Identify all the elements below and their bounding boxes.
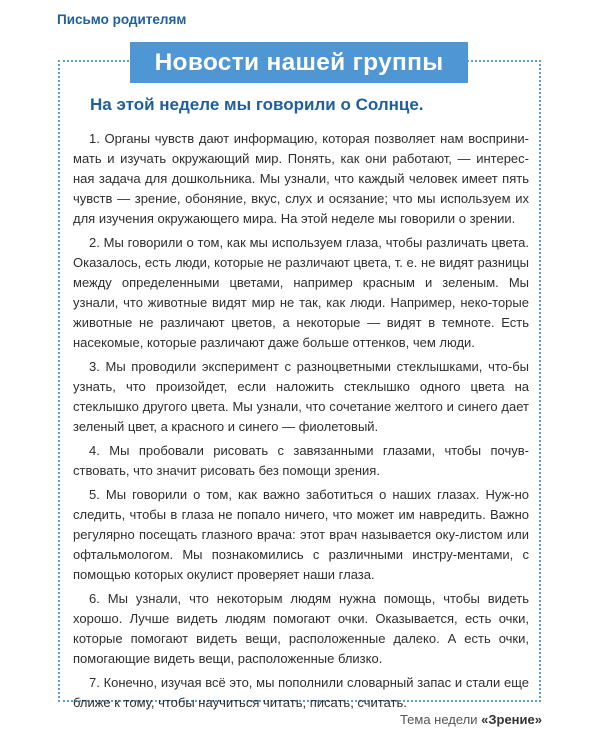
footer-prefix: Тема недели bbox=[399, 712, 482, 727]
section-subtitle: На этой неделе мы говорили о Солнце. bbox=[90, 95, 424, 114]
paragraph-2: 2. Мы говорили о том, как мы используем глаза, чтобы различать цвета. Оказалось, есть люди, которые не различают цвета, т. е. не видят разницы между определенными цветами, например красным и зеленым. Мы узнали, что животные видят мир не так, как люди. Например, неко-торые животные не различают цветов, а некоторые — видят в темноте. Есть насекомые, которые различают даже больше оттенков, чем люди. bbox=[73, 235, 529, 350]
page-header-label: Письмо родителям bbox=[57, 12, 187, 27]
article-body bbox=[73, 129, 529, 717]
paragraph-1: 1. Органы чувств дают информацию, которая позволяет нам восприни-мать и изучать окружающий мир. Понять, как они работают, — интерес-ная задача для дошкольника. Мы узнали, что каждый человек имеет пять чувств — зрение, обоняние, вкус, слух и осязание; что мы используем их для изучения окружающего мира. На этой неделе мы говорили о зрении. bbox=[73, 131, 529, 226]
paragraph-5: 5. Мы говорили о том, как важно заботиться о наших глазах. Нуж-но следить, чтобы в глаза не попало ничего, что может им навредить. Важно регулярно посещать глазного врача: этот врач называется оку-листом или офтальмологом. Мы познакомились с различными инстру-ментами, с помощью которых окулист проверяет наши глаза. bbox=[73, 487, 529, 582]
footer-theme-name: «Зрение» bbox=[481, 712, 542, 727]
page-title: Новости нашей группы bbox=[154, 48, 444, 76]
paragraph-7: 7. Конечно, изучая всё это, мы пополнили словарный запас и стали еще ближе к тому, чтобы научиться читать, писать, считать. bbox=[73, 675, 529, 710]
title-banner bbox=[130, 42, 468, 83]
paragraph-4: 4. Мы пробовали рисовать с завязанными глазами, чтобы почув-ствовать, что значит рисовать без помощи зрения. bbox=[73, 443, 529, 478]
paragraph-6: 6. Мы узнали, что некоторым людям нужна помощь, чтобы видеть хорошо. Лучше видеть людям помогают очки. Оказывается, есть очки, которые помогают видеть вещи, расположенные далеко. А есть очки, помогающие видеть вещи, расположенные близко. bbox=[73, 591, 529, 666]
footer-theme bbox=[400, 712, 542, 727]
paragraph-3: 3. Мы проводили эксперимент с разноцветными стеклышками, что-бы узнать, что произойдет, если наложить стеклышко одного цвета на стеклышко другого цвета. Мы узнали, что сочетание желтого и синего дает зеленый цвет, а красного и синего — фиолетовый. bbox=[73, 359, 529, 434]
